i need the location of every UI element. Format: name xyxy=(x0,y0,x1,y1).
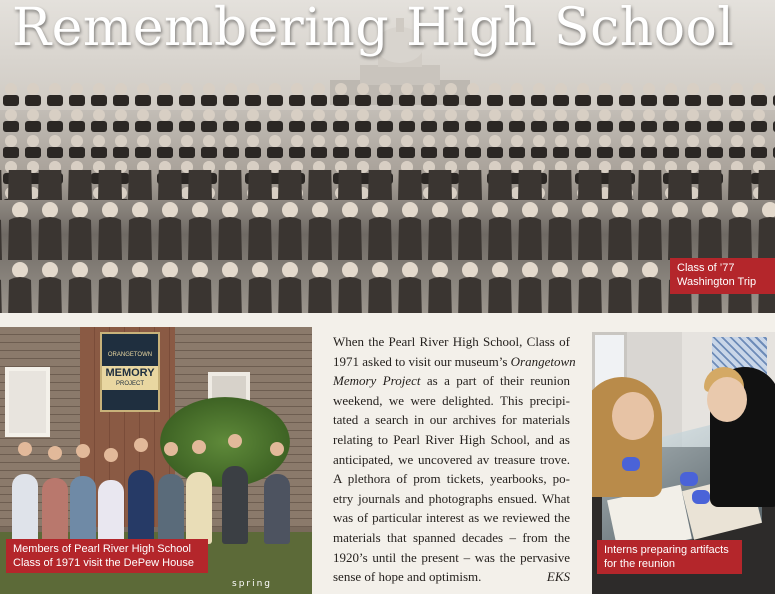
article-line: When the Pearl River High School, Class of xyxy=(333,334,570,349)
person-head xyxy=(134,438,148,452)
person-head xyxy=(104,448,118,462)
group-caption xyxy=(6,539,208,573)
group-caption-line2: Class of 1971 visit the DePew House xyxy=(13,557,194,569)
article-italic-title: Orangetown xyxy=(510,353,576,369)
orangetown-memory-sign xyxy=(100,332,160,412)
hero-caption-line2: Washington Trip xyxy=(677,276,757,288)
blue-glove xyxy=(622,457,640,471)
article-body xyxy=(333,332,576,587)
article-line: tated a search in our archives for materials xyxy=(333,412,570,428)
intern-left-face xyxy=(612,392,654,440)
person xyxy=(186,472,212,544)
sign-line2: MEMORY xyxy=(105,367,155,379)
article-line: weekend, we were delighted. This precipi- xyxy=(333,392,570,408)
person xyxy=(98,480,124,544)
person xyxy=(264,474,290,544)
article-line: A plethora of prom tickets, yearbooks, po- xyxy=(333,471,570,487)
interns-caption-line1: Interns preparing artifacts xyxy=(604,544,729,556)
hero-caption xyxy=(670,258,775,294)
hero-caption-line1: Class of ’77 xyxy=(677,262,735,274)
sign-line3: PROJECT xyxy=(115,381,144,387)
article-line: etry journals and photographs ensued. What xyxy=(333,490,570,506)
interns-photo xyxy=(592,332,775,594)
group-photo xyxy=(0,327,312,594)
article-line xyxy=(333,567,570,587)
blue-glove xyxy=(680,472,698,486)
article-line: 1920’s until the present – was the pervasive xyxy=(333,549,570,565)
person xyxy=(128,470,154,544)
person-head xyxy=(18,442,32,456)
article-italic-title: Memory Project xyxy=(333,373,421,389)
article-line: anticipated, we uncovered av treasure trove. xyxy=(333,451,570,467)
article-signature: EKS xyxy=(546,569,570,585)
article-line xyxy=(333,371,570,391)
person-head xyxy=(76,444,90,458)
sign-band xyxy=(102,366,158,390)
crowd-of-students-image xyxy=(0,80,775,313)
article-line xyxy=(333,352,576,372)
interns-caption xyxy=(597,540,742,574)
group-caption-line1: Members of Pearl River High School xyxy=(13,543,191,555)
interns-caption-line2: for the reunion xyxy=(604,558,675,570)
article-line: materials that spanned decades – from the xyxy=(333,529,570,545)
person xyxy=(12,474,38,544)
person-head xyxy=(48,446,62,460)
house-window xyxy=(5,367,50,437)
person-head xyxy=(164,442,178,456)
person xyxy=(42,478,68,544)
intern-right-face xyxy=(707,377,747,422)
article-line-text: 1971 asked to visit our museum’s xyxy=(333,353,508,369)
blue-glove xyxy=(692,490,710,504)
person xyxy=(70,476,96,544)
person xyxy=(158,474,184,544)
article-line: was of particular interest as we reviewed the xyxy=(333,510,570,526)
person xyxy=(222,466,248,544)
hero-title: Remembering High School xyxy=(12,0,735,58)
article-line-text: as a part of their reunion xyxy=(420,373,570,389)
person-head xyxy=(228,434,242,448)
season-label: spring xyxy=(232,579,273,589)
article-line: relating to Pearl River High School, and as xyxy=(333,431,570,447)
person-head xyxy=(270,442,284,456)
sign-line1: ORANGETOWN xyxy=(107,352,153,358)
article-line-text: sense of hope and optimism. xyxy=(333,569,482,585)
person-head xyxy=(192,440,206,454)
